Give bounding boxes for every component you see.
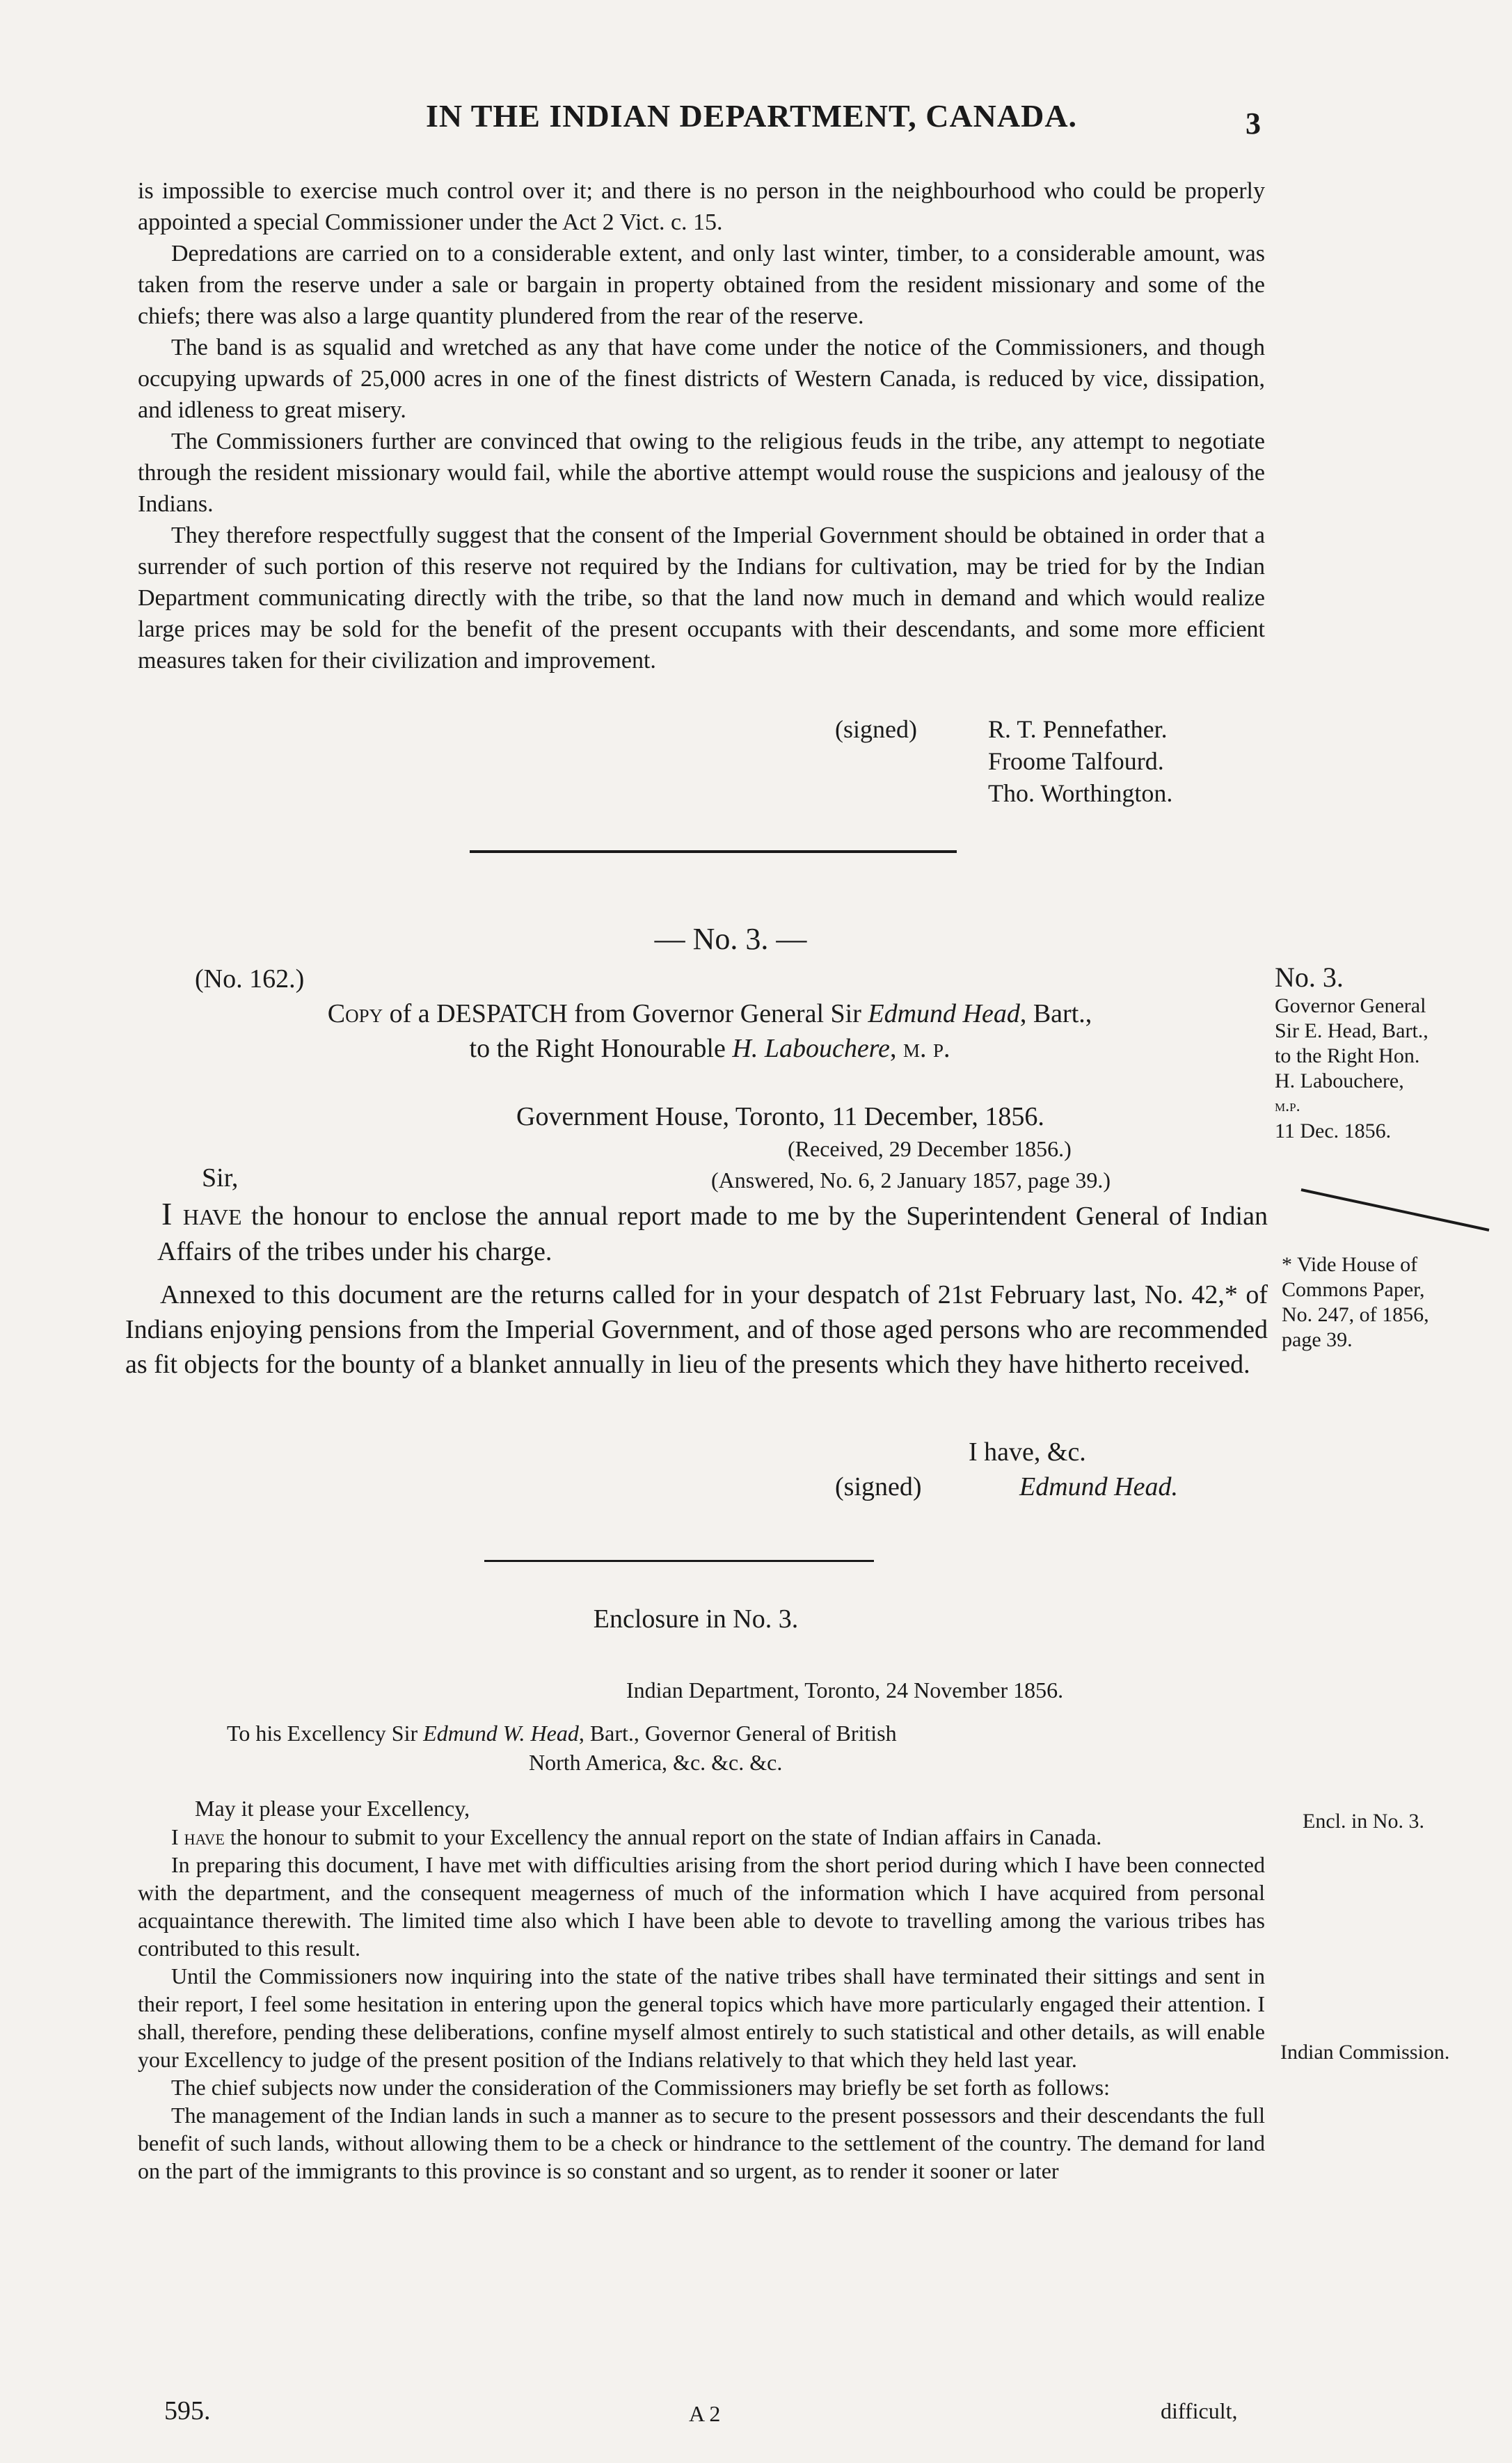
title-text: to the Right Honourable xyxy=(469,1034,733,1063)
signatory: R. T. Pennefather. xyxy=(988,715,1168,743)
despatch-answered: (Answered, No. 6, 2 January 1857, page 39.) xyxy=(711,1167,1111,1193)
signatory: Tho. Worthington. xyxy=(988,779,1173,807)
enclosure-addressee-line2: North America, &c. &c. &c. xyxy=(529,1750,783,1775)
paragraph: The Commissioners further are convinced that owing to the religious feuds in the tribe, any attempt to negotiate through the resident missionary would fail, while the abortive attempt would rouse the suspicions and jealousy of the Indians. xyxy=(138,429,1265,517)
despatch-paragraph-2: Annexed to this document are the returns called for in your despatch of 21st February last, No. 42,* of Indians enjoying pensions from the Imperial Government, and of those aged persons who are recommended as fit objects for the bounty of a blanket annually in lieu of the presents which they have hitherto received. xyxy=(125,1280,1268,1379)
signatory: Froome Talfourd. xyxy=(988,747,1164,775)
margin-note-stroke xyxy=(1294,1176,1496,1238)
margin-note-enclosure: Encl. in No. 3. xyxy=(1303,1810,1424,1833)
margin-note-line: No. 3. xyxy=(1275,962,1344,993)
footnote-line: No. 247, of 1856, xyxy=(1282,1303,1429,1326)
paragraph: The band is as squalid and wretched as any that have come under the notice of the Commissioners, and though occupying upwards of 25,000 acres in one of the finest districts of Western Canada, is reduced by vice, dissipation, and idleness to great misery. xyxy=(138,335,1265,423)
title-suffix: , m. p. xyxy=(889,1034,950,1063)
margin-note-line: Governor General xyxy=(1275,994,1426,1017)
despatch-salutation: Sir, xyxy=(202,1163,239,1193)
despatch-paragraph-1 xyxy=(157,1194,1268,1269)
section-divider xyxy=(470,850,957,853)
despatch-received: (Received, 29 December 1856.) xyxy=(788,1136,1072,1161)
paragraph: The chief subjects now under the consideration of the Commissioners may briefly be set forth as follows: xyxy=(171,2075,1111,2100)
margin-footnote xyxy=(1282,1252,1504,1353)
despatch-location-date: Government House, Toronto, 11 December, 1856. xyxy=(516,1102,1044,1131)
margin-note-line: 11 Dec. 1856. xyxy=(1275,1119,1392,1142)
despatch-title-line1 xyxy=(153,996,1266,1031)
addressee-text: , Bart., Governor General of British xyxy=(578,1721,897,1746)
footnote-line: * Vide House of xyxy=(1282,1253,1418,1276)
title-suffix: , Bart., xyxy=(1019,999,1092,1028)
paragraph xyxy=(138,1823,1265,1851)
paragraph-text: the honour to enclose the annual report made to me by the Superintendent General of Indian Affairs of the tribes under his charge. xyxy=(157,1202,1268,1266)
lead-words: I have xyxy=(161,1196,242,1232)
footnote-line: Commons Paper, xyxy=(1282,1278,1425,1301)
top-section-text xyxy=(138,175,1265,676)
despatch-signed-label: (signed) xyxy=(835,1472,922,1501)
running-header-title: IN THE INDIAN DEPARTMENT, CANADA. xyxy=(425,98,1078,134)
margin-note-line: to the Right Hon. xyxy=(1275,1044,1420,1067)
enclosure-heading: Enclosure in No. 3. xyxy=(593,1604,799,1634)
paragraph: is impossible to exercise much control over it; and there is no person in the neighbourhood who could be properly appointed a special Commissioner under the Act 2 Vict. c. 15. xyxy=(138,178,1265,235)
margin-note-commission: Indian Commission. xyxy=(1280,2041,1450,2064)
paragraph: In preparing this document, I have met with difficulties arising from the short period during which I have been connected with the department, and the consequent meagerness of much of the information which I have acquired from personal acquaintance therewith. The limited time also which I have been able to devote to travelling among the various tribes has contributed to this result. xyxy=(138,1852,1265,1961)
margin-note-line: H. Labouchere, xyxy=(1275,1069,1404,1092)
margin-note-despatch xyxy=(1275,962,1504,1144)
addressee-text: To his Excellency Sir xyxy=(227,1721,424,1746)
page-number: 3 xyxy=(1246,106,1261,141)
footer-signature-mark: A 2 xyxy=(689,2401,721,2426)
title-name: Edmund Head xyxy=(868,999,1020,1028)
enclosure-text xyxy=(138,1823,1265,2185)
lead-words: I have xyxy=(171,1824,225,1849)
footer-catchword: difficult, xyxy=(1161,2398,1238,2423)
addressee-name: Edmund W. Head xyxy=(423,1721,579,1746)
paragraph: The management of the Indian lands in such a manner as to secure to the present possessors and their descendants the full benefit of such lands, without allowing them to be a check or hindrance to the settlement of the country. The demand for land on the part of the immigrants to this province is so constant and so urgent, as to render it sooner or later xyxy=(138,2103,1265,2183)
title-name: H. Labouchere xyxy=(732,1034,890,1063)
paragraph: Depredations are carried on to a considerable extent, and only last winter, timber, to a considerable amount, was taken from the reserve under a sale or bargain in property obtained from the resident missionary and some of the chiefs; there was also a large quantity plundered from the rear of the reserve. xyxy=(138,241,1265,329)
paragraph: Until the Commissioners now inquiring into the state of the native tribes shall have terminated their sittings and sent in their report, I feel some hesitation in entering upon the general topics which have more particularly engaged their attention. I shall, therefore, pending these deliberations, confine myself almost entirely to such statistical and other details, as will enable your Excellency to judge of the present position of the Indians relatively to that which they held last year. xyxy=(138,1963,1265,2072)
title-copy: Copy xyxy=(327,999,383,1028)
title-text: of a DESPATCH from Governor General Sir xyxy=(383,999,868,1028)
enclosure-salutation: May it please your Excellency, xyxy=(195,1796,470,1821)
signed-label: (signed) xyxy=(835,715,917,743)
signatory-block xyxy=(988,713,1172,809)
paragraph: They therefore respectfully suggest that the consent of the Imperial Government should be obtained in order that a surrender of such portion of this reserve not required by the Indians for cultivation, may be tried for by the Indian Department communicating directly with the tribe, so that the land now much in demand and which would realize large prices may be sold for the benefit of the present occupants with their descendants, and some more efficient measures taken for their civilization and improvement. xyxy=(138,523,1265,673)
footer-print-number: 595. xyxy=(164,2396,211,2425)
enclosure-location-date: Indian Department, Toronto, 24 November 1856. xyxy=(626,1677,1064,1703)
despatch-closing: I have, &c. xyxy=(969,1437,1086,1467)
section-divider xyxy=(484,1560,874,1562)
despatch-ref-number: (No. 162.) xyxy=(195,964,305,994)
paragraph-text: the honour to submit to your Excellency the annual report on the state of Indian affairs in Canada. xyxy=(224,1824,1102,1849)
despatch-heading: — No. 3. — xyxy=(654,922,807,956)
despatch-title-line2 xyxy=(153,1031,1266,1066)
margin-note-line: m.p. xyxy=(1275,1097,1300,1115)
enclosure-addressee xyxy=(227,1719,1271,1748)
despatch-signatory: Edmund Head. xyxy=(1019,1472,1178,1501)
margin-note-line: Sir E. Head, Bart., xyxy=(1275,1019,1429,1042)
footnote-line: page 39. xyxy=(1282,1328,1353,1351)
